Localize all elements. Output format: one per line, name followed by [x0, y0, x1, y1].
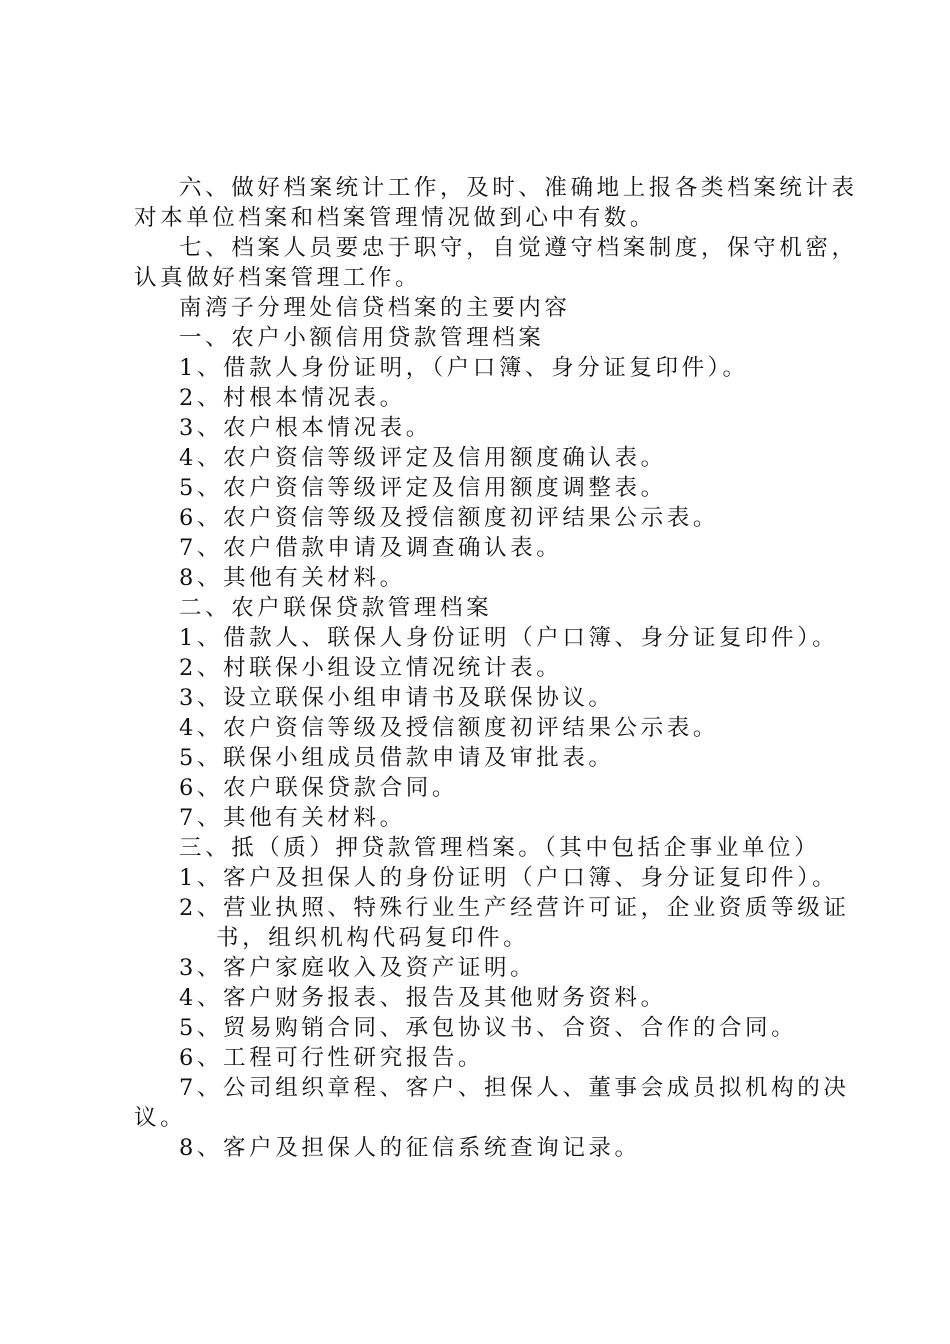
- text-line: 3、客户家庭收入及资产证明。: [179, 955, 537, 981]
- text-line: 4、农户资信等级及授信额度初评结果公示表。: [179, 715, 719, 741]
- text-line: 书，组织机构代码复印件。: [216, 925, 530, 951]
- text-line: 2、村根本情况表。: [179, 385, 406, 411]
- text-line: 2、村联保小组设立情况统计表。: [179, 655, 563, 681]
- text-line: 议。: [134, 1105, 187, 1131]
- text-line: 三、抵（质）押贷款管理档案。（其中包括企事业单位）: [179, 835, 821, 861]
- text-line: 8、其他有关材料。: [179, 565, 406, 591]
- text-line: 6、工程可行性研究报告。: [179, 1045, 485, 1071]
- text-line: 5、联保小组成员借款申请及审批表。: [179, 745, 615, 771]
- text-line: 二、农户联保贷款管理档案: [179, 595, 493, 621]
- text-line: 3、农户根本情况表。: [179, 415, 432, 441]
- text-line: 1、借款人、联保人身份证明（户口簿、身分证复印件）。: [179, 625, 839, 651]
- text-line: 六、做好档案统计工作，及时、准确地上报各类档案统计表: [179, 175, 858, 201]
- text-line: 一、农户小额信用贷款管理档案: [179, 325, 545, 351]
- text-line: 对本单位档案和档案管理情况做到心中有数。: [134, 205, 657, 231]
- text-line: 3、设立联保小组申请书及联保协议。: [179, 685, 615, 711]
- text-line: 认真做好档案管理工作。: [134, 265, 422, 291]
- text-line: 4、农户资信等级评定及信用额度确认表。: [179, 445, 667, 471]
- text-line: 8、客户及担保人的征信系统查询记录。: [179, 1135, 641, 1161]
- text-line: 6、农户资信等级及授信额度初评结果公示表。: [179, 505, 719, 531]
- text-line: 1、客户及担保人的身份证明（户口簿、身分证复印件）。: [179, 865, 839, 891]
- text-line: 5、贸易购销合同、承包协议书、合资、合作的合同。: [179, 1015, 798, 1041]
- document-body: [134, 173, 858, 1163]
- text-line: 7、公司组织章程、客户、担保人、董事会成员拟机构的决: [179, 1075, 850, 1101]
- text-line: 5、农户资信等级评定及信用额度调整表。: [179, 475, 667, 501]
- text-line: 2、营业执照、特殊行业生产经营许可证，企业资质等级证: [179, 895, 850, 921]
- text-line: 七、档案人员要忠于职守，自觉遵守档案制度，保守机密，: [179, 235, 858, 261]
- text-line: 4、客户财务报表、报告及其他财务资料。: [179, 985, 667, 1011]
- text-line: 1、借款人身份证明，（户口簿、身分证复印件）。: [179, 355, 749, 381]
- text-line: 7、农户借款申请及调查确认表。: [179, 535, 563, 561]
- text-line: 南湾子分理处信贷档案的主要内容: [179, 295, 571, 321]
- text-line: 6、农户联保贷款合同。: [179, 775, 458, 801]
- text-line: 7、其他有关材料。: [179, 805, 406, 831]
